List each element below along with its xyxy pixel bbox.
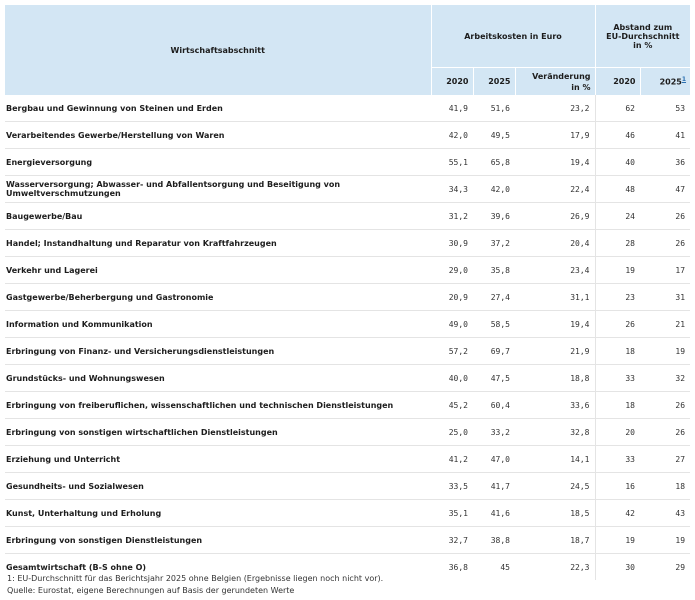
eu-distance-2020-cell: 48	[595, 176, 640, 203]
row-label: Gesamtwirtschaft (B-S ohne O)	[6, 562, 147, 572]
change-percent-cell: 31,1	[515, 284, 595, 311]
header-eu-line3: in %	[633, 40, 653, 50]
table-row	[5, 95, 690, 122]
footnote-link[interactable]: 1	[681, 76, 687, 84]
change-percent-cell: 17,9	[515, 122, 595, 149]
cost-2020-cell: 55,1	[431, 149, 473, 176]
table-row	[5, 419, 690, 446]
source-text: Quelle: Eurostat, eigene Berechnungen auf Basis der gerundeten Werte	[7, 586, 295, 595]
row-label: Gastgewerbe/Beherbergung und Gastronomie	[5, 284, 431, 311]
cost-2020-cell: 49,0	[431, 311, 473, 338]
cost-2020-cell: 32,7	[431, 527, 473, 554]
eu-distance-2020-cell: 46	[595, 122, 640, 149]
change-percent-cell: 19,4	[515, 311, 595, 338]
eu-distance-2025-cell: 26	[640, 419, 690, 446]
eu-distance-2025-cell: 17	[640, 257, 690, 284]
row-label: Verkehr und Lagerei	[5, 257, 431, 284]
change-percent-cell: 20,4	[515, 230, 595, 257]
row-label: Kunst, Unterhaltung und Erholung	[5, 500, 431, 527]
table-row	[5, 500, 690, 527]
cost-2020-cell: 30,9	[431, 230, 473, 257]
eu-distance-2025-cell: 26	[640, 203, 690, 230]
cost-2025-cell: 41,6	[473, 500, 515, 527]
header-section: Wirtschaftsabschnitt	[5, 5, 431, 95]
cost-2025-cell: 49,5	[473, 122, 515, 149]
header-eu-line1: Abstand zum	[613, 22, 673, 32]
change-percent-cell: 18,8	[515, 365, 595, 392]
eu-distance-2025-cell: 21	[640, 311, 690, 338]
change-percent-cell: 32,8	[515, 419, 595, 446]
labour-cost-table	[5, 5, 690, 580]
change-percent-cell: 24,5	[515, 473, 595, 500]
row-label: Handel; Instandhaltung und Reparatur von Kraftfahrzeugen	[5, 230, 431, 257]
row-label: Bergbau und Gewinnung von Steinen und Erden	[5, 95, 431, 122]
cost-2025-cell: 39,6	[473, 203, 515, 230]
eu-distance-2020-cell: 20	[595, 419, 640, 446]
cost-2020-cell: 57,2	[431, 338, 473, 365]
row-label: Verarbeitendes Gewerbe/Herstellung von Waren	[5, 122, 431, 149]
row-label: Gesundheits- und Sozialwesen	[5, 473, 431, 500]
change-percent-cell: 23,4	[515, 257, 595, 284]
change-percent-cell: 26,9	[515, 203, 595, 230]
cost-2025-cell: 58,5	[473, 311, 515, 338]
cost-2025-cell: 41,7	[473, 473, 515, 500]
table-row	[5, 122, 690, 149]
table-notes	[7, 573, 383, 597]
table-row	[5, 365, 690, 392]
table-row	[5, 446, 690, 473]
table-row	[5, 527, 690, 554]
table-header	[5, 5, 690, 95]
row-label: Information und Kommunikation	[5, 311, 431, 338]
eu-distance-2020-cell: 62	[595, 95, 640, 122]
eu-distance-2020-cell: 16	[595, 473, 640, 500]
table-row	[5, 176, 690, 203]
row-label: Grundstücks- und Wohnungswesen	[5, 365, 431, 392]
cost-2025-cell: 38,8	[473, 527, 515, 554]
header-eu-line2: EU-Durchschnitt	[606, 31, 680, 41]
cost-2020-cell: 42,0	[431, 122, 473, 149]
cost-2020-cell: 41,2	[431, 446, 473, 473]
table-row	[5, 338, 690, 365]
change-percent-cell: 21,9	[515, 338, 595, 365]
eu-distance-2020-cell: 33	[595, 365, 640, 392]
header-col-2020: 2020	[431, 68, 473, 96]
cost-2025-cell: 69,7	[473, 338, 515, 365]
change-percent-cell: 19,4	[515, 149, 595, 176]
row-label: Erbringung von sonstigen wirtschaftlichen Dienstleistungen	[5, 419, 431, 446]
header-change-line1: Veränderung	[532, 71, 591, 81]
row-label: Baugewerbe/Bau	[5, 203, 431, 230]
eu-distance-2020-cell: 18	[595, 392, 640, 419]
change-percent-cell: 22,3	[515, 554, 595, 581]
eu-distance-2020-cell: 19	[595, 527, 640, 554]
cost-2020-cell: 35,1	[431, 500, 473, 527]
eu-distance-2025-cell: 27	[640, 446, 690, 473]
table-row	[5, 284, 690, 311]
table-body	[5, 95, 690, 580]
cost-2025-cell: 47,0	[473, 446, 515, 473]
cost-2020-cell: 31,2	[431, 203, 473, 230]
eu-distance-2020-cell: 30	[625, 562, 635, 572]
table-row	[5, 311, 690, 338]
row-label: Erbringung von freiberuflichen, wissenschaftlichen und technischen Dienstleistungen	[5, 392, 431, 419]
table-row	[5, 257, 690, 284]
eu-distance-2025-cell: 18	[640, 473, 690, 500]
row-label: Wasserversorgung; Abwasser- und Abfallentsorgung und Beseitigung von Umweltverschmutzungen	[5, 176, 431, 203]
eu-distance-2025-cell: 36	[640, 149, 690, 176]
change-percent-cell: 14,1	[515, 446, 595, 473]
header-col-abs-2020: 2020	[595, 68, 640, 96]
cost-2025-cell: 45	[500, 562, 510, 572]
header-group-eu-distance	[595, 5, 690, 68]
cost-2020-cell: 33,5	[431, 473, 473, 500]
header-change-line2: in %	[571, 82, 591, 92]
eu-distance-2025-cell: 19	[640, 338, 690, 365]
change-percent-cell: 22,4	[515, 176, 595, 203]
table-row	[5, 473, 690, 500]
eu-distance-2020-cell: 42	[595, 500, 640, 527]
cost-2020-cell: 36,8	[448, 562, 468, 572]
cost-2020-cell: 45,2	[431, 392, 473, 419]
cost-2025-cell: 35,8	[473, 257, 515, 284]
cost-2025-cell: 33,2	[473, 419, 515, 446]
eu-distance-2020-cell: 18	[595, 338, 640, 365]
change-percent-cell: 23,2	[515, 95, 595, 122]
eu-distance-2020-cell: 28	[595, 230, 640, 257]
cost-2020-cell: 41,9	[431, 95, 473, 122]
cost-2025-cell: 47,5	[473, 365, 515, 392]
change-percent-cell: 18,7	[515, 527, 595, 554]
eu-distance-2020-cell: 33	[595, 446, 640, 473]
header-col-change	[515, 68, 595, 96]
table-row	[5, 230, 690, 257]
cost-2025-cell: 42,0	[473, 176, 515, 203]
eu-distance-2025-cell: 19	[640, 527, 690, 554]
header-col-abs-2025	[640, 68, 690, 96]
eu-distance-2025-cell: 31	[640, 284, 690, 311]
table-row	[5, 149, 690, 176]
row-label: Erbringung von Finanz- und Versicherungsdienstleistungen	[5, 338, 431, 365]
cost-2025-cell: 37,2	[473, 230, 515, 257]
eu-distance-2025-cell: 43	[640, 500, 690, 527]
cost-2020-cell: 29,0	[431, 257, 473, 284]
eu-distance-2020-cell: 24	[595, 203, 640, 230]
eu-distance-2025-cell: 26	[640, 392, 690, 419]
eu-distance-2025-cell: 53	[640, 95, 690, 122]
eu-distance-2020-cell: 26	[595, 311, 640, 338]
cost-2025-cell: 60,4	[473, 392, 515, 419]
cost-2025-cell: 51,6	[473, 95, 515, 122]
eu-distance-2020-cell: 40	[595, 149, 640, 176]
eu-distance-2025-cell: 47	[640, 176, 690, 203]
row-label: Energieversorgung	[5, 149, 431, 176]
header-group-labour-costs: Arbeitskosten in Euro	[431, 5, 595, 68]
eu-distance-2025-cell: 29	[675, 562, 686, 572]
cost-2020-cell: 34,3	[431, 176, 473, 203]
cost-2020-cell: 25,0	[431, 419, 473, 446]
header-abs-2025-label: 2025	[659, 77, 682, 87]
eu-distance-2020-cell: 23	[595, 284, 640, 311]
change-percent-cell: 33,6	[515, 392, 595, 419]
table-row	[5, 392, 690, 419]
table-row	[5, 203, 690, 230]
eu-distance-2020-cell: 19	[595, 257, 640, 284]
cost-2025-cell: 65,8	[473, 149, 515, 176]
cost-2020-cell: 20,9	[431, 284, 473, 311]
eu-distance-2025-cell: 41	[640, 122, 690, 149]
cost-2020-cell: 40,0	[431, 365, 473, 392]
eu-distance-2025-cell: 32	[640, 365, 690, 392]
footnote-text: 1: EU-Durchschnitt für das Berichtsjahr 2025 ohne Belgien (Ergebnisse liegen noch nicht vor).	[7, 574, 384, 583]
row-label: Erbringung von sonstigen Dienstleistungen	[5, 527, 431, 554]
header-col-2025: 2025	[473, 68, 515, 96]
cost-2025-cell: 27,4	[473, 284, 515, 311]
row-label: Erziehung und Unterricht	[5, 446, 431, 473]
change-percent-cell: 18,5	[515, 500, 595, 527]
eu-distance-2025-cell: 26	[640, 230, 690, 257]
